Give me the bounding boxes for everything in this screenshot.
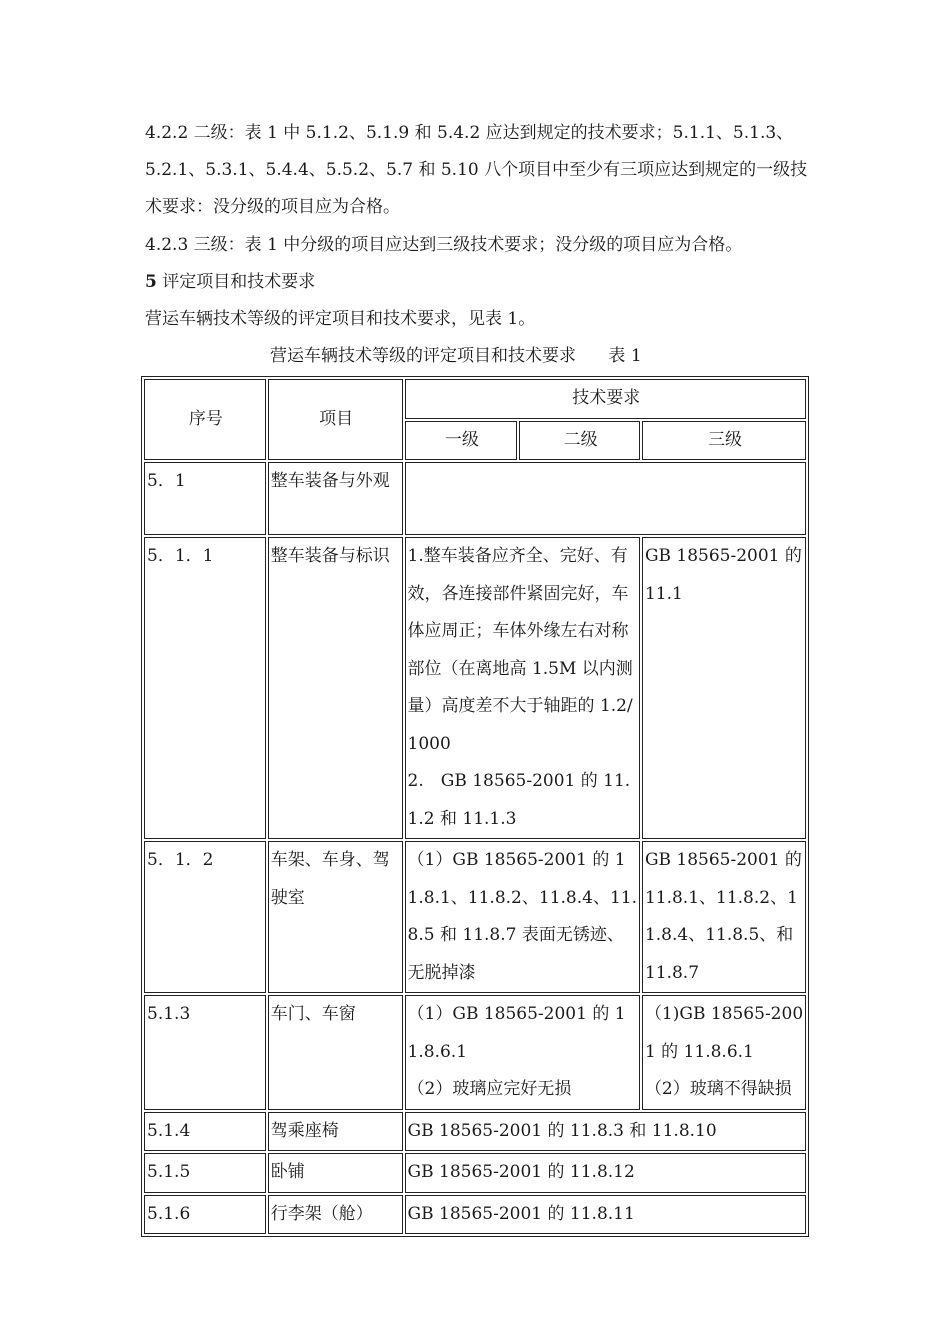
cell-requirement — [405, 462, 806, 535]
cell-requirement-level12 — [405, 537, 640, 839]
header-seq: 序号 — [144, 379, 266, 460]
requirement-text: （1)GB 18565-2001 的 11.8.6.1 — [644, 1004, 804, 1062]
table-row — [144, 462, 806, 535]
requirements-table — [141, 376, 809, 1237]
requirement-text: （1）GB 18565-2001 的 11.8.6.1 — [407, 1004, 626, 1062]
header-level1: 一级 — [405, 421, 518, 461]
cell-seq: 5．1．1 — [144, 537, 266, 839]
paragraph-4-2-2: 4.2.2 二级：表 1 中 5.1.2、5.1.9 和 5.4.2 应达到规定的技术要求；5.1.1、5.1.3、5.2.1、5.3.1、5.4.4、5.5.2、5.7 和 5.10 八个项目中至少有三项应达到规定的一级技术要求：没分级的项目应为合格。 — [145, 123, 808, 217]
requirement-text: 1.整车装备应齐全、完好、有效，各连接部件紧固完好，车体应周正；车体外缘左右对称部位（在离地高 1.5M 以内测量）高度差不大于轴距的 1.2/1000 — [407, 546, 633, 754]
cell-seq: 5．1 — [144, 462, 266, 535]
cell-item: 卧铺 — [268, 1153, 403, 1193]
cell-item: 行李架（舱） — [268, 1195, 403, 1235]
table-header-row — [144, 379, 806, 419]
section-title: 评定项目和技术要求 — [156, 272, 316, 292]
table-row — [144, 841, 806, 993]
requirement-text: （2）玻璃不得缺损 — [644, 1079, 792, 1099]
requirement-text: （2）玻璃应完好无损 — [407, 1079, 572, 1099]
cell-seq: 5.1.5 — [144, 1153, 266, 1193]
header-level2: 二级 — [519, 421, 640, 461]
table-row — [144, 1153, 806, 1193]
header-level3: 三级 — [642, 421, 806, 461]
cell-seq: 5．1．2 — [144, 841, 266, 993]
cell-requirement: GB 18565-2001 的 11.8.11 — [405, 1195, 806, 1235]
cell-item: 整车装备与标识 — [268, 537, 403, 839]
cell-requirement-level12 — [405, 995, 640, 1110]
header-item: 项目 — [268, 379, 403, 460]
cell-requirement: GB 18565-2001 的 11.8.3 和 11.8.10 — [405, 1112, 806, 1152]
cell-requirement-level3: GB 18565-2001 的 11.1 — [642, 537, 806, 839]
cell-item: 驾乘座椅 — [268, 1112, 403, 1152]
cell-requirement-level3 — [642, 995, 806, 1110]
requirement-text: 2. GB 18565-2001 的 11.1.2 和 11.1.3 — [407, 771, 631, 829]
section-number: 5 — [145, 272, 157, 292]
cell-requirement: GB 18565-2001 的 11.8.12 — [405, 1153, 806, 1193]
header-requirements: 技术要求 — [405, 379, 806, 419]
cell-requirement-level3: GB 18565-2001 的 11.8.1、11.8.2、11.8.4、11.8.5、和 11.8.7 — [642, 841, 806, 993]
table-caption: 营运车辆技术等级的评定项目和技术要求 表 1 — [270, 346, 642, 366]
cell-seq: 5.1.6 — [144, 1195, 266, 1235]
cell-item: 整车装备与外观 — [268, 462, 403, 535]
cell-item: 车架、车身、驾驶室 — [268, 841, 403, 993]
table-row — [144, 537, 806, 839]
table-row — [144, 995, 806, 1110]
cell-seq: 5.1.4 — [144, 1112, 266, 1152]
section-heading — [145, 264, 810, 301]
intro-paragraph: 营运车辆技术等级的评定项目和技术要求，见表 1。 — [145, 309, 536, 329]
table-row — [144, 1112, 806, 1152]
paragraph-4-2-3: 4.2.3 三级：表 1 中分级的项目应达到三级技术要求；没分级的项目应为合格。 — [145, 235, 743, 255]
cell-seq: 5.1.3 — [144, 995, 266, 1110]
table-row — [144, 1195, 806, 1235]
cell-item: 车门、车窗 — [268, 995, 403, 1110]
cell-requirement-level12: （1）GB 18565-2001 的 11.8.1、11.8.2、11.8.4、11.8.5 和 11.8.7 表面无锈迹、无脱掉漆 — [405, 841, 640, 993]
